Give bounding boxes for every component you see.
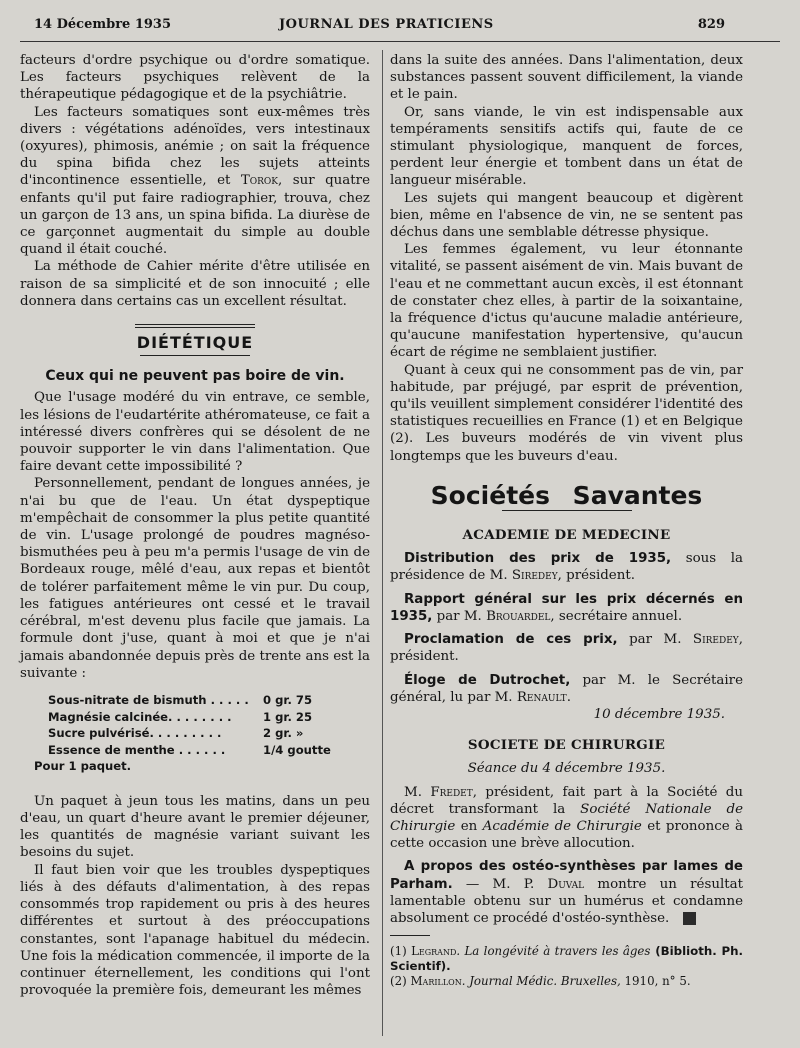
person-name: Brouardel (486, 608, 551, 624)
person-name: Legrand (411, 944, 457, 959)
paragraph: Quant à ceux qui ne consomment pas de vin, par habitude, par préjugé, par esprit de prévention, qu'ils veuillent simplement considérer l'identité des statistiques recueillies en France (1) et en Belgique (2). Les buveurs modérés de vin vivent plus longtemps que les buveurs d'eau. (390, 362, 743, 464)
prescription-row (20, 742, 370, 759)
footnote (390, 944, 743, 974)
paragraph: Que l'usage modéré du vin entrave, ce semble, les lésions de l'eudartérite athéromateuse, ce fait a intéressé divers confrères qui se désolent de ne pouvoir supporter le vin dans l'alimentation. Que faire devant cette impossibilité ? (20, 390, 370, 475)
section-banner-underline (502, 510, 632, 511)
agenda-item (390, 672, 743, 706)
text: par M. (432, 608, 487, 624)
end-mark-icon (683, 912, 696, 925)
paragraph: Un paquet à jeun tous les matins, dans un peu d'eau, un quart d'heure avant le premier déjeuner, les quantités de magnésie variant suivant les besoins du sujet. (20, 793, 370, 861)
text: (2) (390, 974, 411, 989)
prescription-row (20, 725, 370, 742)
running-header (34, 17, 725, 39)
paragraph: Or, sans viande, le vin est indispensable aux tempéraments sensitifs actifs qui, faute de ce stimulant physiologique, manquent de forces, perdent leur énergie et tombent dans un état de langueur misérable. (390, 104, 743, 189)
paragraph: La méthode de Cahier mérite d'être utilisée en raison de sa simplicité et de son innocuité ; elle donnera dans certains cas un excellent résultat. (20, 259, 370, 309)
author-name: Torok (240, 173, 279, 189)
ingredient: Sous-nitrate de bismuth . . . . . (48, 692, 249, 707)
person-name: Duval (547, 876, 585, 892)
subsection-heading: SOCIETE DE CHIRURGIE (467, 737, 666, 754)
text: par M. le Secrétaire général, lu par M. (390, 672, 743, 705)
text: sous la présidence de M. (390, 551, 743, 584)
ingredient: Sucre pulvérisé. . . . . . . . . (48, 726, 222, 741)
column-divider (382, 50, 383, 1036)
prescription-footer: Pour 1 paquet. (34, 759, 132, 774)
meeting-date: 10 décembre 1935. (593, 706, 725, 722)
quantity: 1/4 goutte (263, 742, 331, 757)
paragraph: Personnellement, pendant de longues années, je n'ai bu que de l'eau. Un état dyspeptique m'empêchait de consommer la plus petite quantité de vin. L'usage prolongé de poudres magnéso-bismuthées peu à peu m'a permis l'usage de vin de Bordeaux rouge, mêlé d'eau, aux repas et bientôt de tolérer parfaitement même le vin pur. Du coup, les fatigues antérieures ont cessé et le travail cérébral, m'est devenu plus facile que jamais. La formule dont j'use, quant à moi et que je n'ai jamais abandonnée depuis près de trente ans est la suivante : (20, 476, 370, 681)
section-underline (140, 355, 250, 356)
text: , président. (390, 632, 743, 665)
header-date: 14 Décembre 1935 (34, 17, 172, 32)
agenda-item-title: Distribution des prix de 1935, (404, 551, 672, 567)
text: (Biblioth. Ph. Scientif). (390, 944, 744, 974)
prescription-row (20, 692, 370, 709)
paragraph: Les femmes également, vu leur étonnante vitalité, se passent aisément de vin. Mais buvant de l'eau et ne commettant aucun excès, il est étonnant de constater chez elles, à partir de la soixantaine, la fréquence d'ictus qu'aucune maladie antérieure, qu'aucune manifestation hypertensive, qu'aucun écart de régime ne semblaient justifier. (390, 242, 743, 361)
italic-text: . Journal Médic. Bruxelles, (461, 974, 621, 989)
italic-text: Académie de Chirurgie (482, 818, 642, 834)
agenda-item-title: A propos des ostéo-synthèses par lames de Parham. (390, 859, 743, 892)
text: montre un résultat lamentable obtenu sur un humérus et condamne absolument ce procédé d'ostéo-synthèse. (390, 876, 743, 926)
text: , président. (557, 568, 635, 584)
article-title: Ceux qui ne peuvent pas boire de vin. (45, 368, 345, 385)
quantity: 0 gr. 75 (263, 692, 313, 707)
agenda-item (390, 550, 743, 584)
left-column (20, 52, 370, 999)
text: Les facteurs somatiques sont eux-mêmes très divers : végétations adénoïdes, vers intestinaux (oxyures), phimosis, anémie ; on sait la fréquence du spina bifida chez les sujets atteints d'incontinence essentielle, et (20, 104, 370, 189)
section-rule (135, 324, 255, 328)
text: , secrétaire annuel. (550, 608, 683, 624)
footnote (390, 974, 743, 989)
paragraph: Les sujets qui mangent beaucoup et digèrent bien, même en l'absence de vin, ne se sentent pas déchus dans une semblable détresse physique. (390, 190, 743, 241)
paragraph: Il faut bien voir que les troubles dyspeptiques liés à des défauts d'alimentation, à des repas consommés trop rapidement ou pris à des heures différentes et surtout à des préoccupations constantes, sont l'apanage habituel du médecin. Une fois la médication commencée, il importe de la continuer éternellement, les conditions qui l'ont provoquée la première fois, demeurant les mêmes (20, 862, 370, 999)
ingredient: Essence de menthe . . . . . . (48, 742, 226, 757)
text: et prononce à cette occasion une brève allocution. (390, 818, 744, 852)
text: , président, fait part à la Société du décret transformant la (390, 784, 743, 817)
agenda-item-title: Rapport général sur les prix décernés en 1935, (390, 591, 743, 624)
text: — M. P. (452, 876, 548, 892)
person-name: Siredey (692, 632, 739, 648)
paragraph (390, 858, 743, 927)
right-column (390, 52, 743, 989)
header-page-number: 829 (697, 17, 725, 32)
italic-text: . La longévité à travers les âges (456, 944, 651, 959)
paragraph: dans la suite des années. Dans l'alimentation, deux substances passent souvent difficilement, la viande et le pain. (390, 53, 743, 103)
text: 1910, n° 5. (620, 974, 691, 989)
person-name: Fredet (430, 784, 473, 800)
quantity: 2 gr. » (263, 726, 304, 741)
prescription (20, 692, 370, 775)
italic-text: Société Nationale de Chirurgie (390, 801, 743, 834)
prescription-row (20, 709, 370, 726)
header-rule (20, 41, 780, 42)
person-name: Renault (516, 689, 567, 705)
header-journal-title: JOURNAL DES PRATICIENS (279, 17, 494, 32)
paragraph (20, 104, 370, 259)
subsection-heading: ACADEMIE DE MEDECINE (462, 527, 671, 544)
quantity: 1 gr. 25 (263, 709, 313, 724)
person-name: Marillon (410, 974, 462, 989)
agenda-item-title: Éloge de Dutrochet, (404, 672, 571, 688)
person-name: Siredey (511, 568, 558, 584)
paragraph (390, 784, 743, 853)
text: , sur quatre enfants qu'il put faire radiographier, trouva, chez un garçon de 13 ans, un spina bifida. La diurèse de ce garçonnet augmentait du simple au double quand il était couché. (20, 173, 370, 258)
agenda-item-title: Proclamation de ces prix, (404, 632, 618, 648)
section-title: DIÉTÉTIQUE (136, 333, 254, 353)
section-banner-title: Sociétés Savantes (430, 480, 703, 510)
agenda-item (390, 591, 743, 625)
paragraph: facteurs d'ordre psychique ou d'ordre somatique. Les facteurs psychiques relèvent de la thérapeutique pédagogique et de la psychiâtrie. (20, 53, 370, 103)
text: par M. (617, 632, 693, 648)
footnote-rule (390, 935, 430, 936)
session-date: Séance du 4 décembre 1935. (467, 761, 666, 777)
agenda-item (390, 631, 743, 665)
text: (1) (390, 944, 412, 959)
text: en (455, 818, 483, 834)
text: M. (404, 784, 431, 800)
text: . (566, 689, 571, 705)
ingredient: Magnésie calcinée. . . . . . . . (48, 709, 232, 724)
